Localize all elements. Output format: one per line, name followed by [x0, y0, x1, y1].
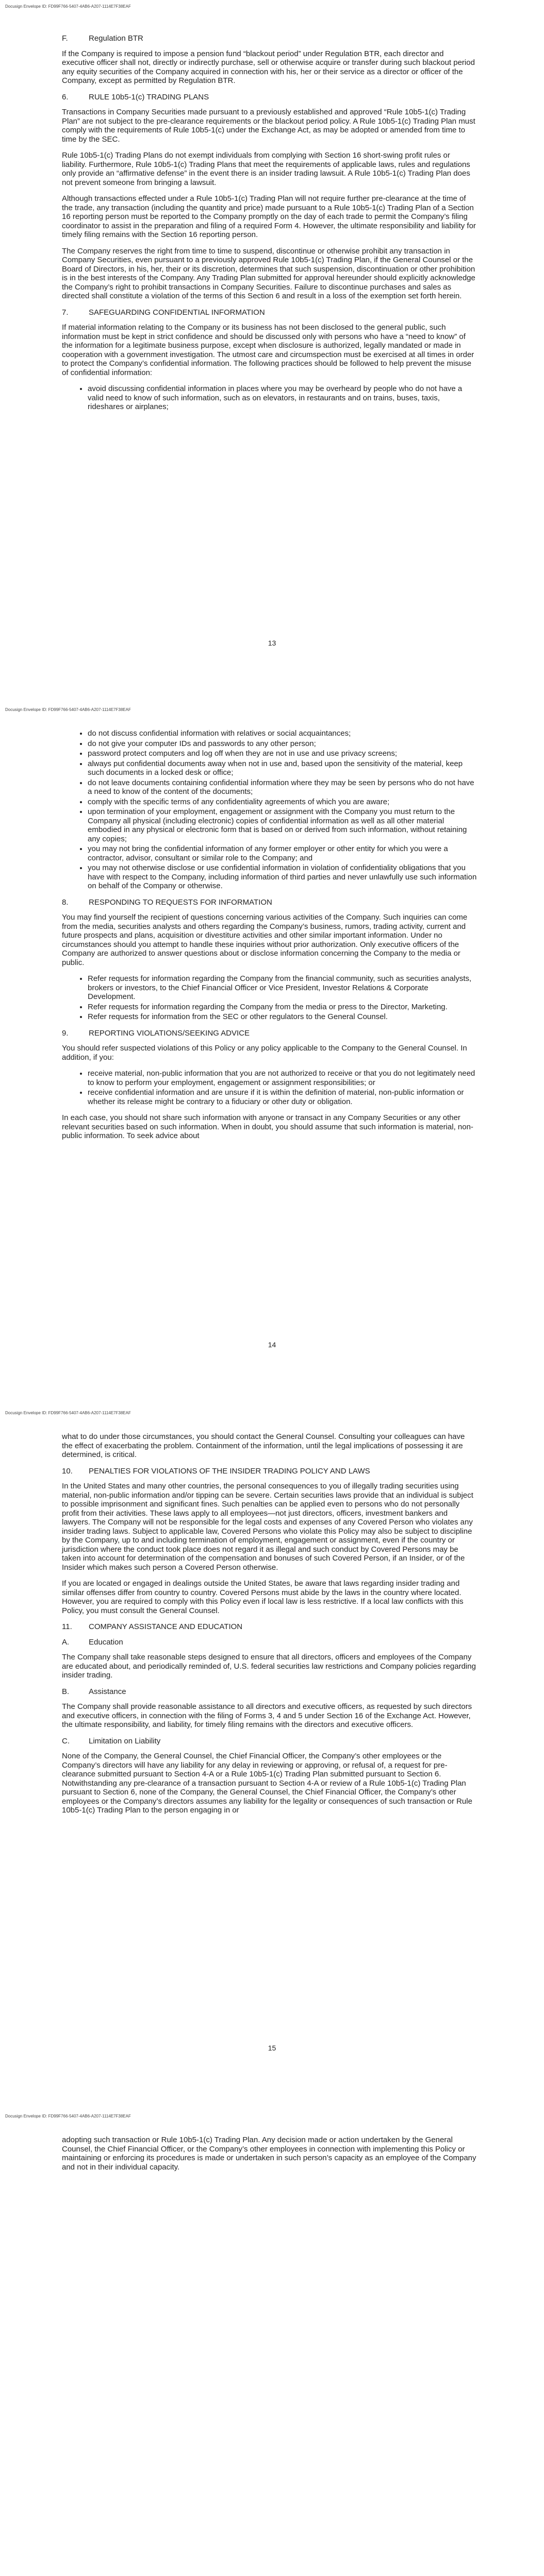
envelope-id: Docusign Envelope ID: FD99F766-5407-4AB6-A207-1114E7F38EAF: [5, 1411, 131, 1415]
section-heading: 9. REPORTING VIOLATIONS/SEEKING ADVICE: [62, 1028, 250, 1038]
list-item: • Refer requests for information from the SEC or other regulators to the General Counsel.: [88, 1012, 477, 1022]
section-heading: F. Regulation BTR: [62, 34, 143, 43]
list-item: • comply with the specific terms of any confidentiality agreements of which you are aware;: [88, 798, 477, 807]
paragraph: If the Company is required to impose a pension fund “blackout period” under Regulation BTR, each director and executive officer shall not, directly or indirectly purchase, sell or otherwise acquire or transfer during such blackout period any equity securities of the Company acquired in connection with his, her or their service as a director or officer of the Company, except as permitted by Regulation BTR.: [62, 49, 475, 85]
paragraph: Although transactions effected under a Rule 10b5-1(c) Trading Plan will not require further pre-clearance at the time of the trade, any transaction (including the quantity and price) made pursuant to a Rule 10b5-1(c) Trading Plan of a Section 16 reporting person must be reported to the Company promptly on the day of each trade to permit the Company’s filing coordinator to assist in the preparation and filing of a required Form 4. However, the ultimate responsibility and liability for timely filing remains with the Section 16 reporting person.: [62, 194, 476, 239]
list-item: • password protect computers and log off when they are not in use and use privacy screens;: [88, 749, 477, 758]
page-content: [62, 1432, 477, 1822]
list-item: • Refer requests for information regarding the Company from the media or press to the Director, Marketing.: [88, 1003, 477, 1012]
paragraph: If you are located or engaged in dealings outside the United States, be aware that laws regarding insider trading and similar offenses differ from country to country. Covered Persons must abide by the laws in the country where located. However, you are required to comply with this Policy even if local law is less restrictive. If a local law conflicts with this Policy, you must consult the General Counsel.: [62, 1579, 464, 1615]
envelope-id: Docusign Envelope ID: FD99F766-5407-4AB6-A207-1114E7F38EAF: [5, 707, 131, 712]
section-heading: 8. RESPONDING TO REQUESTS FOR INFORMATION: [62, 897, 272, 907]
paragraph: You should refer suspected violations of this Policy or any policy applicable to the Company to the General Counsel. In addition, if you:: [62, 1044, 467, 1062]
page-16: [0, 2110, 544, 2576]
page-content: [62, 2136, 477, 2179]
paragraph: You may find yourself the recipient of questions concerning various activities of the Company. Such inquiries can come from the media, securities analysts and others regarding the Company’s business, rumors, trading activity, current and future prospects and plans, acquisition or divestiture activities and other similar important information. Under no circumstances should you attempt to handle these inquiries without prior authorization. Only executive officers of the Company are authorized to answer questions about or disclose information concerning the Company to the media or public.: [62, 913, 468, 967]
paragraph: The Company reserves the right from time to time to suspend, discontinue or otherwise prohibit any transaction in Company Securities, even pursuant to a previously approved Rule 10b5-1(c) Trading Plan, if the General Counsel or the Board of Directors, in his, her, their or its discretion, determines that such suspension, discontinuation or other prohibition is in the best interests of the Company. Any Trading Plan submitted for approval hereunder should explicitly acknowledge the Company’s right to prohibit transactions in Company Securities. Failure to discontinue purchases and sales as directed shall constitute a violation of the terms of this Section 6 and result in a loss of the exemption set forth herein.: [62, 246, 475, 300]
paragraph: The Company shall take reasonable steps designed to ensure that all directors, officers and employees of the Company are educated about, and periodically reminded of, U.S. federal securities law restrictions and Company policies regarding insider trading.: [62, 1653, 476, 1680]
bullet-list: [62, 974, 477, 1022]
list-item: • Refer requests for information regarding the Company from the financial community, such as securities analysts, brokers or investors, to the Chief Financial Officer or Vice President, Investor Relations & Corporate Development.: [88, 974, 477, 1002]
section-heading: 11. COMPANY ASSISTANCE AND EDUCATION: [62, 1622, 243, 1631]
paragraph: Transactions in Company Securities made pursuant to a previously established and approved “Rule 10b5-1(c) Trading Plan” are not subject to the pre-clearance requirements or the blackout period policy. A Rule 10b5-1(c) Trading Plan must comply with the requirements of Rule 10b5-1(c) under the Exchange Act, as may be adopted or amended from time to time by the SEC.: [62, 108, 475, 144]
list-item: • do not give your computer IDs and passwords to any other person;: [88, 739, 477, 749]
envelope-id: Docusign Envelope ID: FD99F766-5407-4AB6-A207-1114E7F38EAF: [5, 2114, 131, 2119]
bullet-list: [62, 729, 477, 891]
paragraph: adopting such transaction or Rule 10b5-1(c) Trading Plan. Any decision made or action undertaken by the General Counsel, the Chief Financial Officer, or the Company’s other employees in connection with implementing this Policy or maintaining or enforcing its procedures is made or undertaken in such person’s capacity as an employee of the Company and not in their individual capacity.: [62, 2136, 476, 2172]
paragraph: what to do under those circumstances, you should contact the General Counsel. Consulting your colleagues can have the effect of exacerbating the problem. Containment of the information, until the legal implications of possessing it are determined, is critical.: [62, 1432, 465, 1459]
section-heading: 7. SAFEGUARDING CONFIDENTIAL INFORMATION: [62, 308, 265, 317]
list-item: • do not discuss confidential information with relatives or social acquaintances;: [88, 729, 477, 738]
paragraph: Rule 10b5-1(c) Trading Plans do not exempt individuals from complying with Section 16 short-swing profit rules or liability. Furthermore, Rule 10b5-1(c) Trading Plans that meet the requirements of applicable laws, rules and regulations only provide an “affirmative defense” in the event there is an insider trading lawsuit. A Rule 10b5-1(c) Trading Plan does not prevent someone from bringing a lawsuit.: [62, 151, 470, 187]
list-item: • you may not otherwise disclose or use confidential information in violation of confidentiality obligations that you have with respect to the Company, including information of third parties and never unlawfully use such information on behalf of the Company or otherwise.: [88, 863, 477, 891]
paragraph: If material information relating to the Company or its business has not been disclosed to the general public, such information must be kept in strict confidence and should be discussed only with persons who have a “need to know” of the information for a legitimate business purpose, except when disclosure is authorized, legally mandated or made in cooperation with a government investigation. The utmost care and circumspection must be exercised at all times in order to protect the Company’s confidential information. The following practices should be followed to help prevent the misuse of confidential information:: [62, 323, 474, 377]
page-content: [62, 729, 477, 1148]
list-item: • receive confidential information and are unsure if it is within the definition of material, non-public information or whether its release might be contrary to a fiduciary or other duty or obligation.: [88, 1088, 477, 1106]
envelope-id: Docusign Envelope ID: FD99F766-5407-4AB6-A207-1114E7F38EAF: [5, 4, 131, 9]
list-item: • always put confidential documents away when not in use and, based upon the sensitivity of the material, keep such documents in a locked desk or office;: [88, 759, 477, 777]
paragraph: None of the Company, the General Counsel, the Chief Financial Officer, the Company’s other employees or the Company’s directors will have any liability for any delay in reviewing or approving, or refusal of, a request for pre-clearance submitted pursuant to Section 4-A or a Rule 10b5-1(c) Trading Plan submitted pursuant to Section 6. Notwithstanding any pre-clearance of a transaction pursuant to Section 4-A or review of a Rule 10b5-1(c) Trading Plan pursuant to Section 6, none of the Company, the General Counsel, the Chief Financial Officer, the Company’s other employees or the Company’s directors assumes any liability for the legality or consequences of such transaction or Rule 10b5-1(c) Trading Plan to the person engaging in or: [62, 1752, 472, 1815]
page-15: [0, 1406, 544, 2110]
list-item: • you may not bring the confidential information of any former employer or other entity for which you were a contractor, advisor, consultant or similar role to the Company; and: [88, 844, 477, 862]
page-13: [0, 0, 544, 703]
subsection-heading: C. Limitation on Liability: [62, 1736, 161, 1745]
bullet-list: [62, 1069, 477, 1106]
paragraph: In each case, you should not share such information with anyone or transact in any Company Securities or any other relevant securities based on such information. When in doubt, you should assume that such information is material, non-public information. To seek advice about: [62, 1113, 473, 1140]
page-content: [62, 34, 477, 419]
page-number: 14: [268, 1341, 276, 1349]
section-heading: 10. PENALTIES FOR VIOLATIONS OF THE INSIDER TRADING POLICY AND LAWS: [62, 1466, 370, 1476]
list-item: • do not leave documents containing confidential information where they may be seen by persons who do not have a need to know of the content of the documents;: [88, 778, 477, 796]
paragraph: In the United States and many other countries, the personal consequences to you of illegally trading securities using material, non-public information and/or tipping can be severe. Certain securities laws provide that an individual is subject to possible imprisonment and significant fines. Such penalties can be applied even to persons who do not personally profit from their activities. These laws apply to all employees—not just directors, officers, investment bankers and lawyers. The Company will not be responsible for the legal costs and expenses of any Covered Person who violates any insider trading laws. Subject to applicable law, Covered Persons who violate this Policy may also be subject to discipline by the Company, up to and including termination of employment, engagement or assignment, even if the country or jurisdiction where the conduct took place does not regard it as illegal and such conduct by Covered Persons may be taken into account for determination of the compensation and bonuses of such Covered Person, if an Insider, or of the Insider which makes such person a Covered Person otherwise.: [62, 1482, 473, 1572]
subsection-heading: A. Education: [62, 1637, 123, 1647]
paragraph: The Company shall provide reasonable assistance to all directors and executive officers, as requested by such directors and executive officers, in connection with the filing of Forms 3, 4 and 5 under Section 16 of the Exchange Act. However, the ultimate responsibility, and liability, for timely filing remains with the directors and executive officers.: [62, 1702, 472, 1729]
bullet-list: [62, 384, 477, 412]
list-item: • receive material, non-public information that you are not authorized to receive or that you do not legitimately need to know to perform your employment, engagement or assignment responsibilities; or: [88, 1069, 477, 1087]
list-item: • upon termination of your employment, engagement or assignment with the Company you must return to the Company all physical (including electronic) copies of confidential information as well as all other material embodied in any physical or electronic form that is based on or derived from such information, without retaining any copies;: [88, 807, 477, 843]
page-14: [0, 703, 544, 1406]
page-number: 13: [268, 639, 276, 647]
list-item: • avoid discussing confidential information in places where you may be overheard by people who do not have a valid need to know of such information, such as on elevators, in restaurants and on trains, buses, taxis, rideshares or airplanes;: [88, 384, 477, 412]
subsection-heading: B. Assistance: [62, 1687, 126, 1696]
page-number: 15: [268, 2044, 276, 2052]
section-heading: 6. RULE 10b5-1(c) TRADING PLANS: [62, 92, 209, 101]
